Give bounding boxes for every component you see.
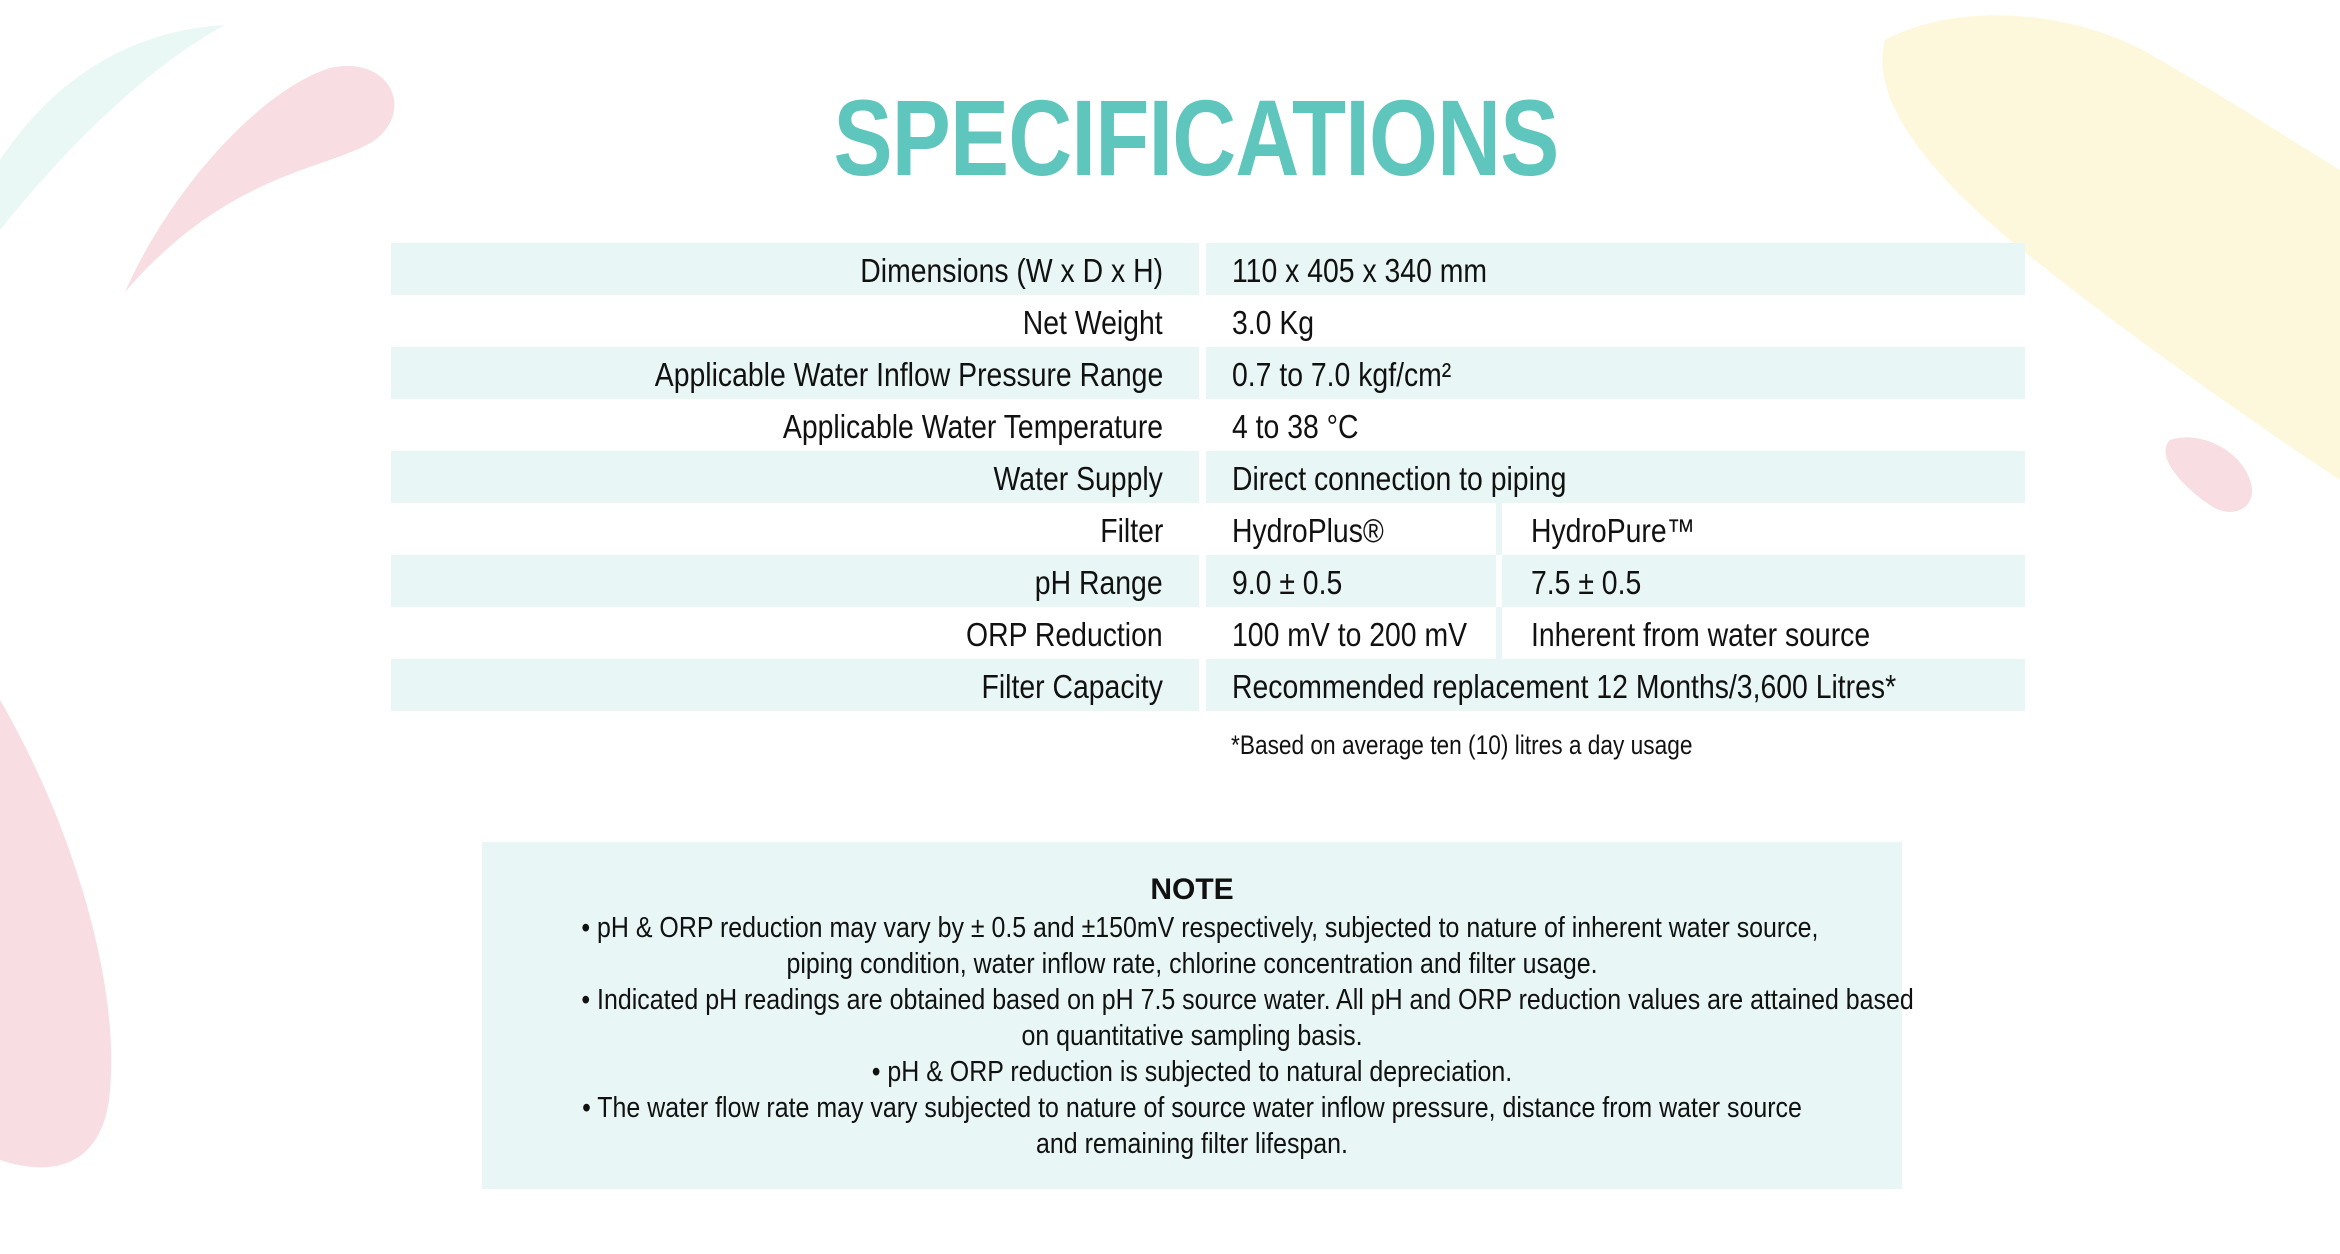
- spec-label: Dimensions (W x D x H): [860, 252, 1163, 289]
- note-title: NOTE: [1150, 873, 1234, 906]
- spec-label-cell: [391, 503, 1199, 555]
- spec-label: Water Supply: [993, 460, 1163, 497]
- note-line: on quantitative sampling basis.: [1021, 1020, 1363, 1052]
- spec-label: ORP Reduction: [966, 616, 1163, 653]
- pink-drop-shape: [2166, 437, 2252, 511]
- spec-value-cell: [1206, 399, 2025, 451]
- spec-label-cell: [391, 607, 1199, 659]
- table-row: [391, 503, 2025, 555]
- spec-label-cell: [391, 295, 1199, 347]
- spec-value-b: 7.5 ± 0.5: [1531, 564, 1642, 601]
- table-row: [391, 555, 2025, 607]
- spec-label-cell: [391, 399, 1199, 451]
- spec-value-a: 9.0 ± 0.5: [1232, 564, 1343, 601]
- specifications-table: [391, 243, 2025, 711]
- spec-label: pH Range: [1035, 564, 1163, 601]
- table-row: [391, 399, 2025, 451]
- spec-label: Net Weight: [1023, 304, 1163, 341]
- pink-blob-shape: [0, 700, 111, 1167]
- spec-value-cell: [1206, 243, 2025, 295]
- spec-label-cell: [391, 451, 1199, 503]
- table-row: [391, 659, 2025, 711]
- spec-label-cell: [391, 659, 1199, 711]
- spec-value-b: HydroPure™: [1531, 512, 1696, 549]
- spec-value: Recommended replacement 12 Months/3,600 Litres*: [1232, 668, 1897, 705]
- note-line: • The water flow rate may vary subjected to nature of source water inflow pressure, distance from water source: [582, 1092, 1802, 1124]
- spec-label: Applicable Water Inflow Pressure Range: [654, 356, 1163, 393]
- note-lines: [482, 910, 1914, 1162]
- spec-label-cell: [391, 243, 1199, 295]
- table-row: [391, 295, 2025, 347]
- spec-value-a-cell: [1206, 503, 1502, 555]
- table-row: [391, 451, 2025, 503]
- spec-value-a-cell: [1206, 607, 1502, 659]
- table-row: [391, 607, 2025, 659]
- spec-label: Filter Capacity: [981, 668, 1163, 705]
- spec-label-cell: [391, 555, 1199, 607]
- spec-value-cell: [1206, 659, 2025, 711]
- table-row: [391, 243, 2025, 295]
- spec-value-a-cell: [1206, 555, 1496, 607]
- note-line: and remaining filter lifespan.: [1036, 1128, 1348, 1160]
- spec-value: 4 to 38 °C: [1232, 408, 1359, 445]
- spec-label-cell: [391, 347, 1199, 399]
- spec-value-a: 100 mV to 200 mV: [1232, 616, 1468, 653]
- spec-value: 110 x 405 x 340 mm: [1232, 252, 1488, 289]
- spec-value-b-cell: [1502, 503, 2025, 555]
- note-line: piping condition, water inflow rate, chlorine concentration and filter usage.: [786, 948, 1598, 980]
- table-row: [391, 347, 2025, 399]
- spec-value-cell: [1206, 347, 2025, 399]
- spec-value-b-cell: [1502, 555, 2025, 607]
- footnote: *Based on average ten (10) litres a day usage: [1231, 730, 1693, 760]
- note-line: • pH & ORP reduction is subjected to natural depreciation.: [871, 1056, 1513, 1088]
- spec-value-cell: [1206, 295, 2025, 347]
- note-line: • Indicated pH readings are obtained based on pH 7.5 source water. All pH and ORP reduction values are attained based: [581, 984, 1914, 1016]
- spec-label: Applicable Water Temperature: [782, 408, 1163, 445]
- spec-label: Filter: [1099, 512, 1163, 549]
- note-box: [482, 842, 1914, 1189]
- spec-value-cell: [1206, 451, 2025, 503]
- spec-value-b-cell: [1502, 607, 2025, 659]
- mint-swoosh-shape: [0, 25, 225, 230]
- note-line: • pH & ORP reduction may vary by ± 0.5 and ±150mV respectively, subjected to nature of inherent water source,: [581, 912, 1819, 944]
- spec-value: 0.7 to 7.0 kgf/cm²: [1232, 356, 1452, 393]
- spec-value-a: HydroPlus®: [1232, 512, 1384, 549]
- spec-value: 3.0 Kg: [1232, 304, 1315, 341]
- spec-value-b: Inherent from water source: [1531, 616, 1871, 653]
- spec-value: Direct connection to piping: [1232, 460, 1567, 497]
- page-title: SPECIFICATIONS: [833, 77, 1559, 198]
